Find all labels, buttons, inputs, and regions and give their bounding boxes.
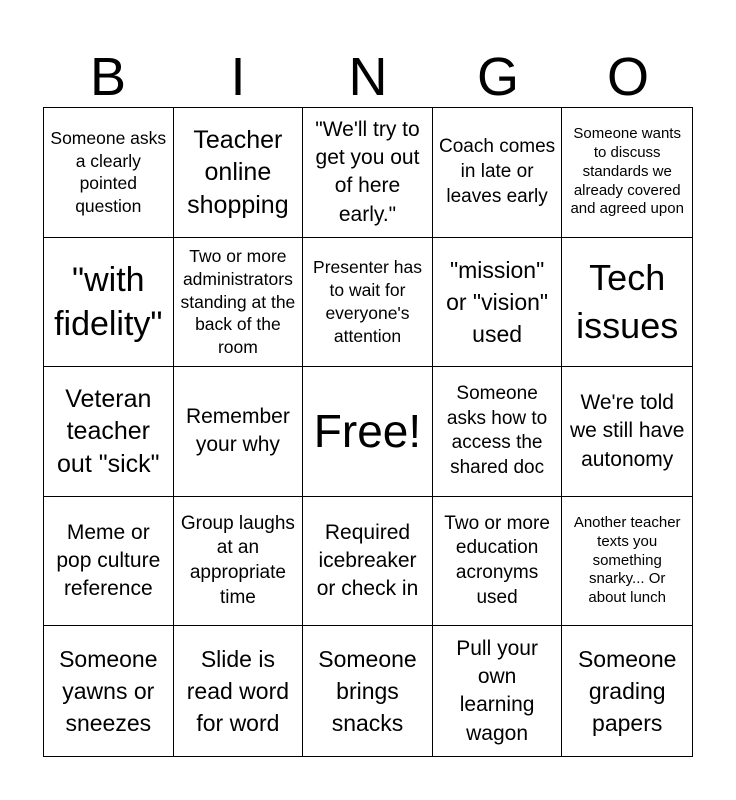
cell-text: Group laughs at an appropriate time xyxy=(180,512,295,608)
bingo-cell-r4c2[interactable] xyxy=(174,497,304,627)
bingo-cell-r2c2[interactable] xyxy=(174,238,304,368)
cell-text: Presenter has to wait for everyone's attention xyxy=(313,257,422,346)
bingo-cell-r1c5[interactable] xyxy=(562,108,692,238)
cell-text: "with fidelity" xyxy=(54,260,163,343)
bingo-cell-r5c2[interactable] xyxy=(174,626,304,756)
cell-text: Required icebreaker or check in xyxy=(316,520,419,601)
bingo-cell-r5c4[interactable] xyxy=(433,626,563,756)
cell-text: Someone wants to discuss standards we already covered and agreed upon xyxy=(570,125,684,218)
cell-text: Someone brings snacks xyxy=(318,645,417,737)
bingo-cell-r3c2[interactable] xyxy=(174,367,304,497)
bingo-cell-r2c3[interactable] xyxy=(303,238,433,368)
cell-text: Pull your own learning wagon xyxy=(456,636,538,745)
cell-text: Another teacher texts you something snarky... Or about lunch xyxy=(573,514,681,607)
cell-text: Someone yawns or sneezes xyxy=(59,645,158,737)
bingo-cell-r4c5[interactable] xyxy=(562,497,692,627)
bingo-cell-r5c3[interactable] xyxy=(303,626,433,756)
cell-text: Teacher online shopping xyxy=(187,125,289,219)
bingo-cell-r2c5[interactable] xyxy=(562,238,692,368)
bingo-cell-free[interactable] xyxy=(303,367,433,497)
bingo-cell-r4c1[interactable] xyxy=(44,497,174,627)
bingo-cell-r4c3[interactable] xyxy=(303,497,433,627)
bingo-cell-r5c5[interactable] xyxy=(562,626,692,756)
header-letter-b: B xyxy=(89,47,127,107)
bingo-cell-r3c1[interactable] xyxy=(44,367,174,497)
header-letter-o: O xyxy=(606,47,649,107)
bingo-cell-r1c4[interactable] xyxy=(433,108,563,238)
cell-text: Meme or pop culture reference xyxy=(56,520,161,601)
bingo-cell-r3c4[interactable] xyxy=(433,367,563,497)
bingo-cell-r1c3[interactable] xyxy=(303,108,433,238)
cell-text: Someone asks a clearly pointed question xyxy=(50,127,167,217)
bingo-cell-r2c4[interactable] xyxy=(433,238,563,368)
bingo-cell-r1c1[interactable] xyxy=(44,108,174,238)
cell-text: We're told we still have autonomy xyxy=(570,390,685,471)
header-letter-n: N xyxy=(348,47,388,107)
bingo-cell-r2c1[interactable] xyxy=(44,238,174,368)
cell-text: Two or more education acronyms used xyxy=(444,512,550,608)
cell-text: Free! xyxy=(313,404,422,457)
cell-text: "mission" or "vision" used xyxy=(446,256,549,347)
bingo-cell-r4c4[interactable] xyxy=(433,497,563,627)
bingo-cell-r1c2[interactable] xyxy=(174,108,304,238)
cell-text: Remember your why xyxy=(185,405,290,457)
bingo-header xyxy=(43,46,693,108)
cell-text: Tech issues xyxy=(576,257,679,346)
cell-text: Two or more administrators standing at the back of the room xyxy=(180,246,296,358)
cell-text: "We'll try to get you out of here early." xyxy=(315,117,420,226)
cell-text: Coach comes in late or leaves early xyxy=(439,136,556,207)
cell-text: Slide is read word for word xyxy=(186,645,290,737)
bingo-card xyxy=(43,107,693,757)
cell-text: Someone grading papers xyxy=(577,645,677,737)
bingo-cell-r3c5[interactable] xyxy=(562,367,692,497)
header-letter-i: I xyxy=(230,47,246,107)
header-letter-g: G xyxy=(476,47,519,107)
cell-text: Someone asks how to access the shared doc xyxy=(446,383,548,479)
bingo-cell-r5c1[interactable] xyxy=(44,626,174,756)
cell-text: Veteran teacher out "sick" xyxy=(57,384,160,478)
